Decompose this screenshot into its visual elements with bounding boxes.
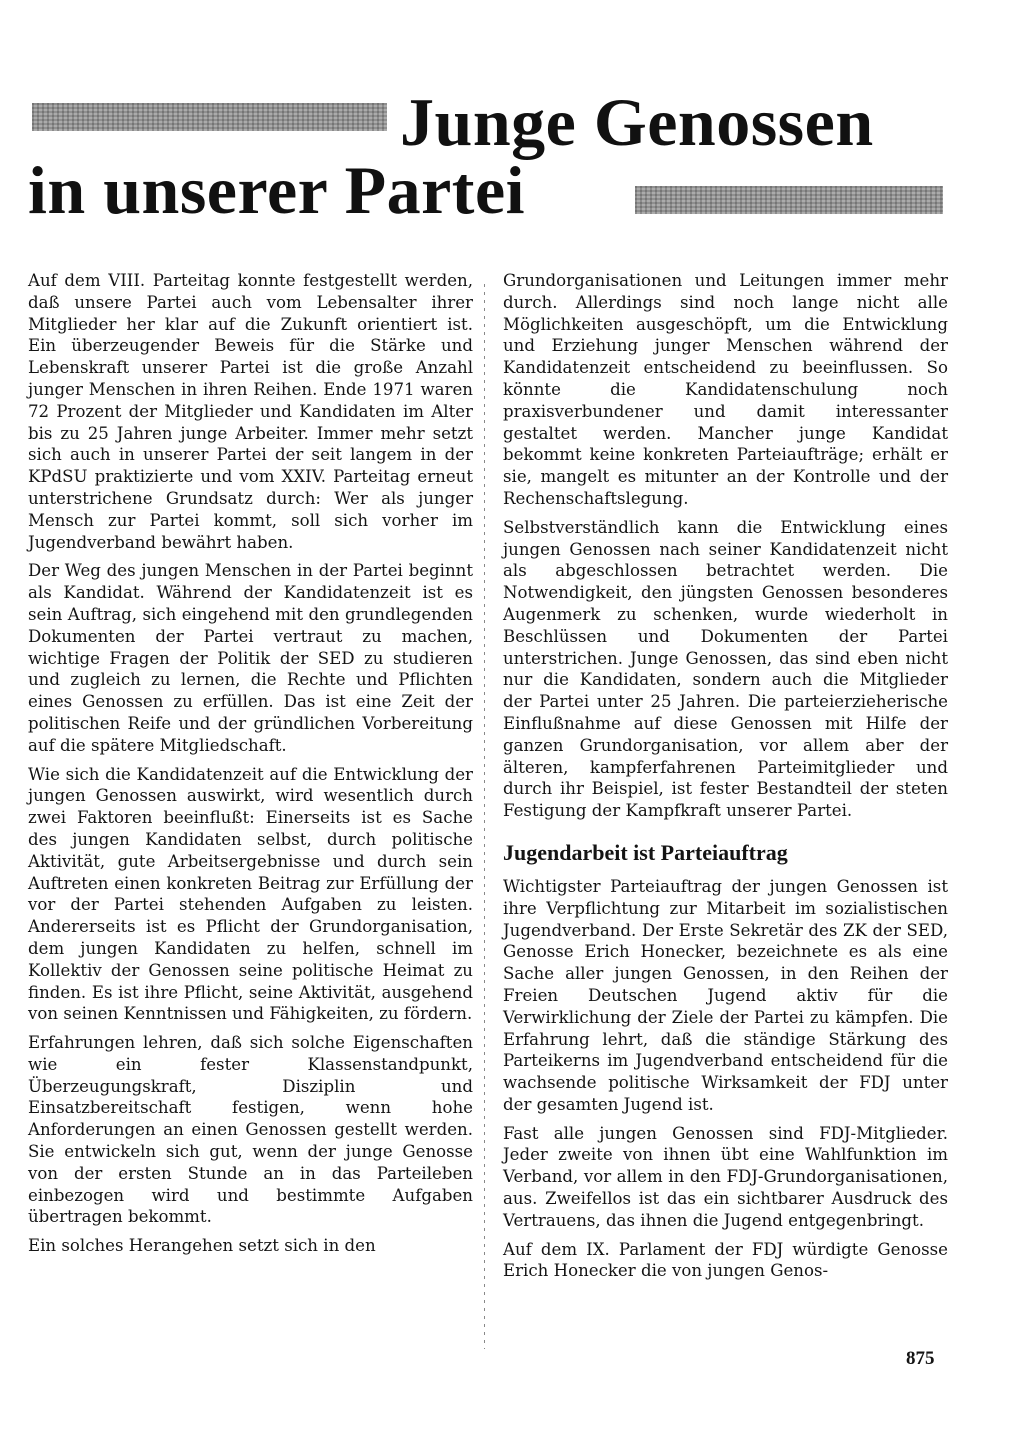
paragraph: Wie sich die Kandidatenzeit auf die Entwicklung der jungen Genossen auswirkt, wird wesentlich durch zwei Faktoren beeinflußt: Einerseits ist es Sache des jungen Kandidaten selbst, durch politische Aktivität, gute Arbeitsergebnisse und durch sein Auftreten einen konkreten Beitrag zur Erfüllung der vor der Partei stehenden Aufgaben zu leisten. Andererseits ist es Pflicht der Grundorganisation, dem jungen Kandidaten zu helfen, schnell im Kollektiv der Genossen seine politische Heimat zu finden. Es ist ihre Pflicht, seine Aktivität, ausgehend von seinen Kenntnissen und Fähigkeiten, zu fördern. xyxy=(28,764,473,1024)
paragraph: Auf dem IX. Parlament der FDJ würdigte Genosse Erich Honecker die von jungen Genos- xyxy=(503,1239,948,1281)
title-decoration-bar-right xyxy=(635,186,943,214)
paragraph: Selbstverständlich kann die Entwicklung eines jungen Genossen nach seiner Kandidatenzeit nicht als abgeschlossen betrachtet werden. Die Notwendigkeit, den jüngsten Genossen besonderes Augenmerk zu schenken, wurde wiederholt in Beschlüssen und Dokumenten der Partei unterstrichen. Junge Genossen, das sind eben nicht nur die Kandidaten, sondern auch die Mitglieder der Partei unter 25 Jahren. Die parteierzieherische Einflußnahme auf diese Genossen mit Hilfe der ganzen Grundorganisation, vor allem aber der älteren, kampferfahrenen Parteimitglieder und durch ihr Beispiel, ist fester Bestandteil der steten Festigung der Kampfkraft unserer Partei. xyxy=(503,517,948,821)
section-heading: Jugendarbeit ist Parteiauftrag xyxy=(503,839,788,865)
paragraph: Wichtigster Parteiauftrag der jungen Genossen ist ihre Verpflichtung zur Mitarbeit im sozialistischen Jugendverband. Der Erste Sekretär des ZK der SED, Genosse Erich Honecker, bezeichnete es als eine Sache aller jungen Genossen, in den Reihen der Freien Deutschen Jugend aktiv für die Verwirklichung der Ziele der Partei zu kämpfen. Die Erfahrung lehrt, daß die ständige Stärkung des Parteikerns im Jugendverband entscheidend für die wachsende politische Wirksamkeit der FDJ unter der gesamten Jugend ist. xyxy=(503,876,948,1114)
column-divider xyxy=(484,284,485,1349)
article-title-line-2: in unserer Partei xyxy=(28,152,526,228)
paragraph: Ein solches Herangehen setzt sich in den xyxy=(28,1236,376,1256)
right-column xyxy=(503,270,948,1289)
paragraph: Der Weg des jungen Menschen in der Partei beginnt als Kandidat. Während der Kandidatenzeit ist es sein Auftrag, sich eingehend mit den grundlegenden Dokumenten der Partei vertraut zu machen, wichtige Fragen der Politik der SED zu studieren und zugleich zu lernen, die Rechte und Pflichten eines Genossen zu erfüllen. Das ist eine Zeit der politischen Reife und der gründlichen Vorbereitung auf die spätere Mitgliedschaft. xyxy=(28,561,473,755)
article-title-line-1: Junge Genossen xyxy=(400,84,874,160)
title-decoration-bar-left xyxy=(32,103,387,131)
left-column xyxy=(28,270,473,1264)
paragraph: Auf dem VIII. Parteitag konnte festgestellt werden, daß unsere Partei auch vom Lebensalter ihrer Mitglieder her klar auf die Zukunft orientiert ist. Ein überzeugender Beweis für die Stärke und Lebenskraft unserer Partei ist die große Anzahl junger Menschen in ihren Reihen. Ende 1971 waren 72 Prozent der Mitglieder und Kandidaten im Alter bis zu 25 Jahren junge Arbeiter. Immer mehr setzt sich auch in unserer Partei der seit langem in der KPdSU praktizierte und vom XXIV. Parteitag erneut unterstrichene Grundsatz durch: Wer als junger Mensch zur Partei kommt, soll sich vorher im Jugendverband bewährt haben. xyxy=(28,271,473,552)
paragraph: Grundorganisationen und Leitungen immer mehr durch. Allerdings sind noch lange nicht alle Möglichkeiten ausgeschöpft, um die Entwicklung und Erziehung junger Menschen während der Kandidatenzeit entscheidend zu beeinflussen. So könnte die Kandidatenschulung noch praxisverbundener und damit interessanter gestaltet werden. Mancher junge Kandidat bekommt keine konkreten Parteiaufträge; erhält er sie, mangelt es mitunter an der Kontrolle und der Rechenschaftslegung. xyxy=(503,271,948,508)
paragraph: Fast alle jungen Genossen sind FDJ-Mitglieder. Jeder zweite von ihnen übt eine Wahlfunktion im Verband, vor allem in den FDJ-Grundorganisationen, aus. Zweifellos ist das ein sichtbarer Ausdruck des Vertrauens, das ihnen die Jugend entgegenbringt. xyxy=(503,1123,948,1230)
page-number: 875 xyxy=(906,1348,935,1369)
paragraph: Erfahrungen lehren, daß sich solche Eigenschaften wie ein fester Klassenstandpunkt, Überzeugungskraft, Disziplin und Einsatzbereitschaft festigen, wenn hohe Anforderungen an einen Genossen gestellt werden. Sie entwickeln sich gut, wenn der junge Genosse von der ersten Stunde an in das Parteileben einbezogen wird und bestimmte Aufgaben übertragen bekommt. xyxy=(28,1033,473,1227)
